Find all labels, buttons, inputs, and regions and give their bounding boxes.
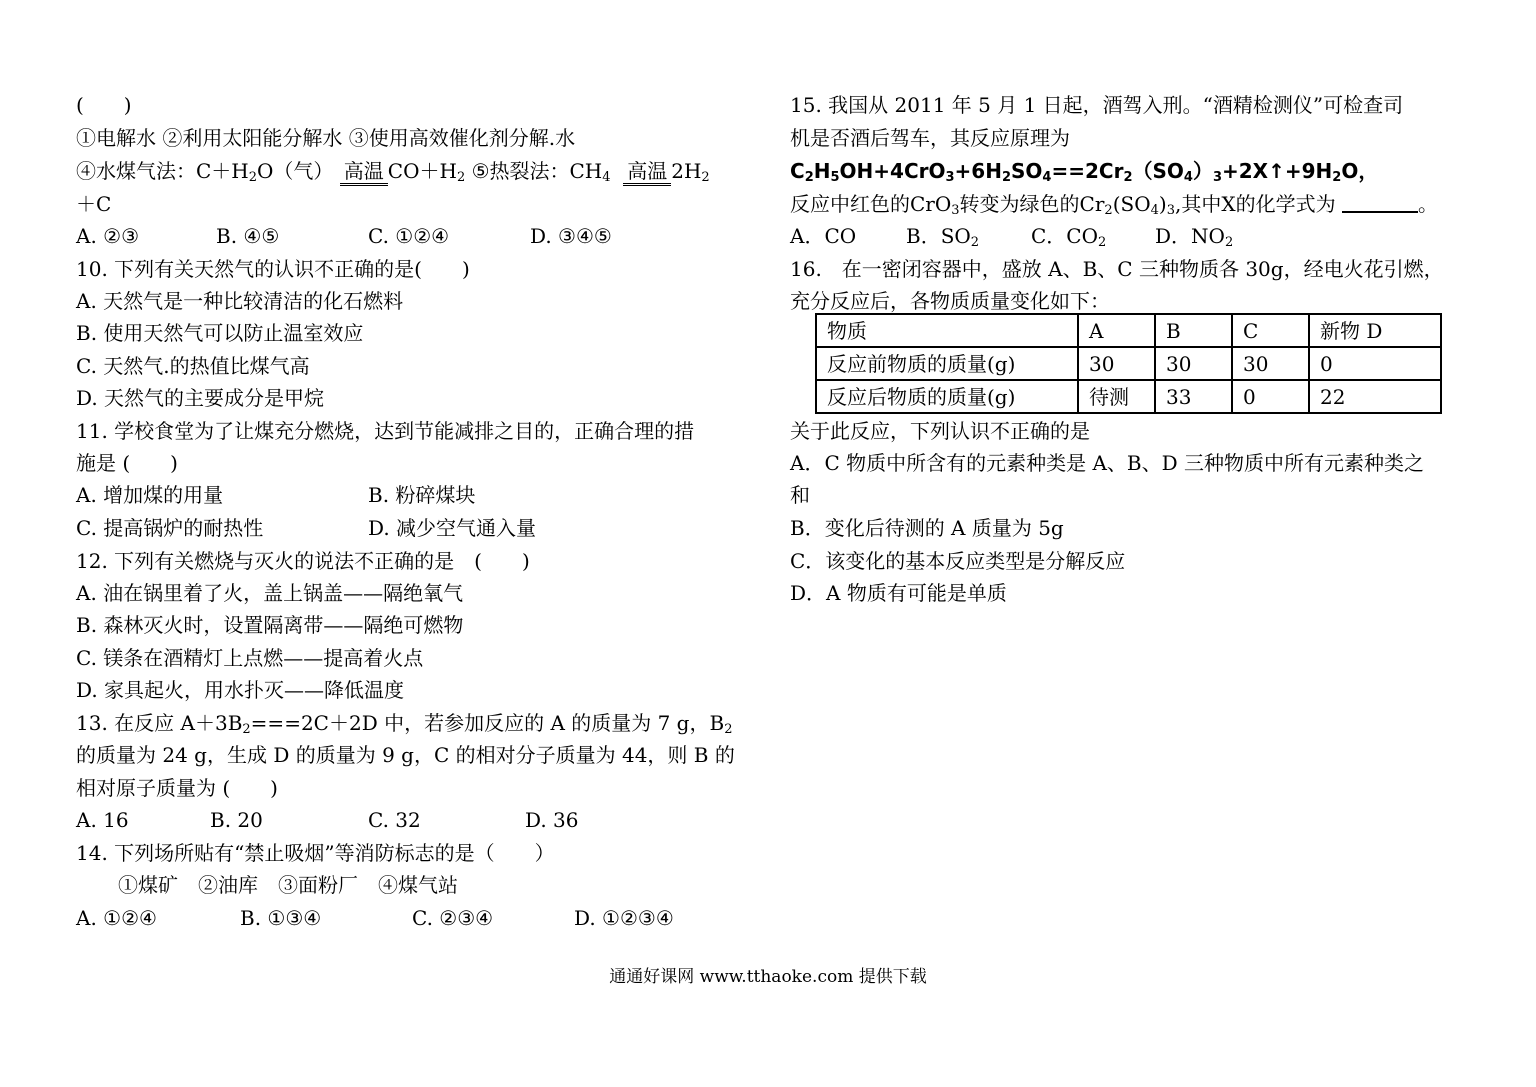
q16-question: 关于此反应，下列认识不正确的是 xyxy=(790,419,1090,443)
q15-answer-blank[interactable] xyxy=(1342,191,1418,213)
table-header-cell: C xyxy=(1232,314,1309,347)
mass-change-table xyxy=(815,313,1442,414)
table-cell: 22 xyxy=(1309,380,1441,413)
q15-option-b[interactable]: B．$SO_2$ xyxy=(906,224,980,250)
q9-methods-line3: ＋C xyxy=(76,192,112,216)
table-cell: 33 xyxy=(1155,380,1232,413)
q13-option-a[interactable]: A. 16 xyxy=(76,808,129,832)
q9-answer-paren: ( ) xyxy=(76,93,132,117)
q16-option-a[interactable]: A．C 物质中所含有的元素种类是 A、B、D 三种物质中所有元素种类之 xyxy=(790,451,1424,475)
q15-option-c[interactable]: C．$CO_2$ xyxy=(1031,224,1107,250)
table-cell: 0 xyxy=(1309,347,1441,380)
q10-option-b[interactable]: B. 使用天然气可以防止温室效应 xyxy=(76,321,364,345)
q13-option-b[interactable]: B. 20 xyxy=(210,808,263,832)
q12-option-b[interactable]: B. 森林灭火时，设置隔离带——隔绝可燃物 xyxy=(76,613,464,637)
table-cell: 反应前物质的质量(g) xyxy=(816,347,1078,380)
q16-option-b[interactable]: B．变化后待测的 A 质量为 5g xyxy=(790,516,1064,540)
q15-stem-line2: 机是否酒后驾车，其反应原理为 xyxy=(790,126,1070,150)
q9-option-b[interactable]: B. ④⑤ xyxy=(216,224,280,248)
q13-option-d[interactable]: D. 36 xyxy=(525,808,579,832)
q12-stem: 12. 下列有关燃烧与灭火的说法不正确的是 ( ) xyxy=(76,549,530,573)
table-row xyxy=(816,380,1441,413)
table-header-row xyxy=(816,314,1441,347)
q16-option-c[interactable]: C．该变化的基本反应类型是分解反应 xyxy=(790,549,1126,573)
q14-option-c[interactable]: C. ②③④ xyxy=(412,906,494,930)
q10-stem: 10. 下列有关天然气的认识不正确的是( ) xyxy=(76,257,470,281)
table-header-cell: 新物 D xyxy=(1309,314,1441,347)
q10-option-d[interactable]: D. 天然气的主要成分是甲烷 xyxy=(76,386,325,410)
table-cell: 待测 xyxy=(1078,380,1155,413)
condition-high-temp-1: 高温 xyxy=(340,159,388,186)
q13-stem-line3: 相对原子质量为 ( ) xyxy=(76,776,278,800)
q11-option-c[interactable]: C. 提高锅炉的耐热性 xyxy=(76,516,264,540)
q9-option-c[interactable]: C. ①②④ xyxy=(368,224,450,248)
q14-option-b[interactable]: B. ①③④ xyxy=(240,906,322,930)
table-cell: 30 xyxy=(1232,347,1309,380)
table-cell: 反应后物质的质量(g) xyxy=(816,380,1078,413)
q15-option-d[interactable]: D．$NO_2$ xyxy=(1155,224,1234,250)
table-cell: 30 xyxy=(1078,347,1155,380)
q13-stem-line1: 13. 在反应 $A+3B_2===2C+2D$ 中，若参加反应的 A 的质量为 7 g，$B_2$ xyxy=(76,711,733,737)
table-header-cell: B xyxy=(1155,314,1232,347)
q11-option-d[interactable]: D. 减少空气通入量 xyxy=(368,516,537,540)
page-footer: 通通好课网 www.tthaoke.com 提供下载 xyxy=(609,967,927,987)
q14-places: ①煤矿 ②油库 ③面粉厂 ④煤气站 xyxy=(118,873,458,897)
q15-equation: $C_2H_5OH+4CrO_3+6H_2SO_4==2Cr_2(SO_4)_3+2X↑+9H_2O$， xyxy=(790,159,1379,185)
table-row xyxy=(816,347,1441,380)
table-cell: 0 xyxy=(1232,380,1309,413)
q9-option-a[interactable]: A. ②③ xyxy=(76,224,140,248)
q12-option-d[interactable]: D. 家具起火，用水扑灭——降低温度 xyxy=(76,678,405,702)
q10-option-a[interactable]: A. 天然气是一种比较清洁的化石燃料 xyxy=(76,289,404,313)
q11-stem-line1: 11. 学校食堂为了让煤充分燃烧，达到节能减排之目的，正确合理的措 xyxy=(76,419,695,443)
q15-option-a[interactable]: A．CO xyxy=(790,224,857,248)
q9-option-d[interactable]: D. ③④⑤ xyxy=(530,224,612,248)
q12-option-c[interactable]: C. 镁条在酒精灯上点燃——提高着火点 xyxy=(76,646,424,670)
q10-option-c[interactable]: C. 天然气.的热值比煤气高 xyxy=(76,354,310,378)
q14-option-d[interactable]: D. ①②③④ xyxy=(574,906,674,930)
table-cell: 30 xyxy=(1155,347,1232,380)
q16-stem-line2: 充分反应后，各物质质量变化如下： xyxy=(790,289,1110,313)
q15-question: 反应中红色的CrO$_3$转变为绿色的$Cr_2(SO_4)_3$,其中X的化学式为 。 xyxy=(790,192,1438,218)
q15-stem-line1: 15. 我国从 2011 年 5 月 1 日起，酒驾入刑。“酒精检测仪”可检查司 xyxy=(790,93,1404,117)
q9-methods-line1: ①电解水 ②利用太阳能分解水 ③使用高效催化剂分解.水 xyxy=(76,126,576,150)
q11-stem-line2: 施是 ( ) xyxy=(76,451,178,475)
q11-option-a[interactable]: A. 增加煤的用量 xyxy=(76,483,224,507)
q13-stem-line2: 的质量为 24 g，生成 D 的质量为 9 g，C 的相对分子质量为 44，则 B 的 xyxy=(76,743,735,767)
q9-methods-line2: ④水煤气法：$C+H_2O$（气） 高温 $CO+H_2$ ⑤热裂法：$CH_4$ 高温 $2H_2$ xyxy=(76,159,710,185)
condition-high-temp-2: 高温 xyxy=(623,159,671,186)
q11-option-b[interactable]: B. 粉碎煤块 xyxy=(368,483,476,507)
q14-stem: 14. 下列场所贴有“禁止吸烟”等消防标志的是（ ） xyxy=(76,841,555,865)
table-header-cell: 物质 xyxy=(816,314,1078,347)
table-header-cell: A xyxy=(1078,314,1155,347)
q16-stem-line1: 16. 在一密闭容器中，盛放 A、B、C 三种物质各 30g，经电火花引燃， xyxy=(790,257,1444,281)
q14-option-a[interactable]: A. ①②④ xyxy=(76,906,157,930)
q16-option-d[interactable]: D．A 物质有可能是单质 xyxy=(790,581,1007,605)
q12-option-a[interactable]: A. 油在锅里着了火，盖上锅盖——隔绝氧气 xyxy=(76,581,464,605)
q13-option-c[interactable]: C. 32 xyxy=(368,808,421,832)
q16-option-a-cont[interactable]: 和 xyxy=(790,483,810,507)
